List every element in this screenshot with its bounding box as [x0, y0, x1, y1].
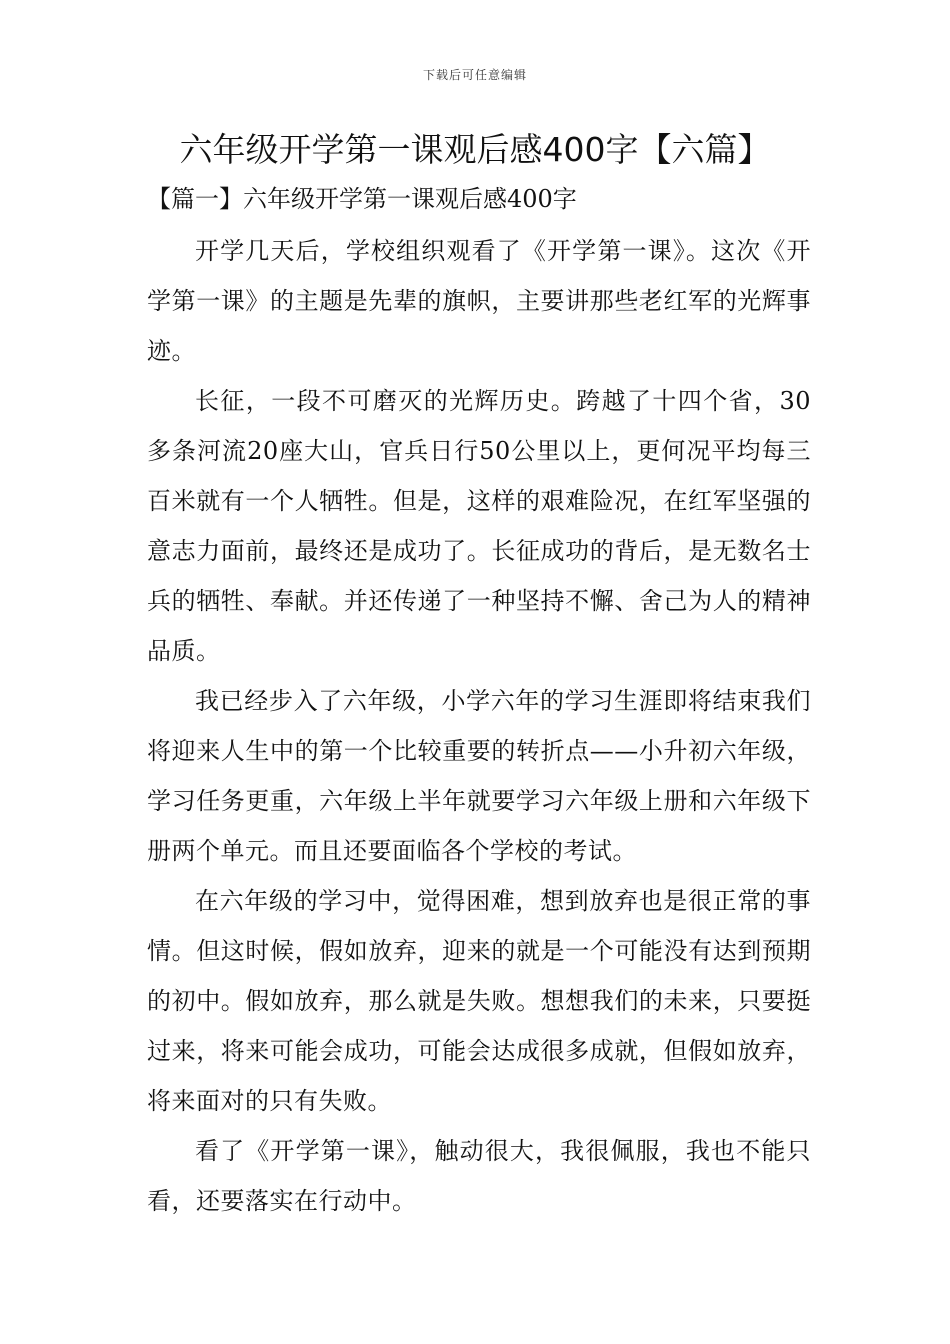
paragraph-2: 长征，一段不可磨灭的光辉历史。跨越了十四个省，30多条河流20座大山，官兵日行50公里以上，更何况平均每三百米就有一个人牺牲。但是，这样的艰难险况，在红军坚强的意志力面前，最终还是成功了。长征成功的背后，是无数名士兵的牺牲、奉献。并还传递了一种坚持不懈、舍己为人的精神品质。 — [147, 387, 811, 665]
header-note: 下载后可任意编辑 — [422, 68, 527, 82]
section-heading: 【篇一】六年级开学第一课观后感400字 — [147, 185, 577, 213]
paragraph-5: 看了《开学第一课》，触动很大，我很佩服，我也不能只看，还要落实在行动中。 — [147, 1137, 811, 1215]
document-title: 六年级开学第一课观后感400字【六篇】 — [179, 130, 771, 169]
body-text — [147, 226, 811, 1226]
paragraph-1: 开学几天后，学校组织观看了《开学第一课》。这次《开学第一课》的主题是先辈的旗帜，主要讲那些老红军的光辉事迹。 — [147, 237, 811, 365]
paragraph-3: 我已经步入了六年级，小学六年的学习生涯即将结束我们将迎来人生中的第一个比较重要的转折点——小升初六年级，学习任务更重，六年级上半年就要学习六年级上册和六年级下册两个单元。而且还要面临各个学校的考试。 — [147, 687, 811, 865]
paragraph-4: 在六年级的学习中，觉得困难，想到放弃也是很正常的事情。但这时候，假如放弃，迎来的就是一个可能没有达到预期的初中。假如放弃，那么就是失败。想想我们的未来，只要挺过来，将来可能会成功，可能会达成很多成就，但假如放弃，将来面对的只有失败。 — [147, 887, 811, 1115]
